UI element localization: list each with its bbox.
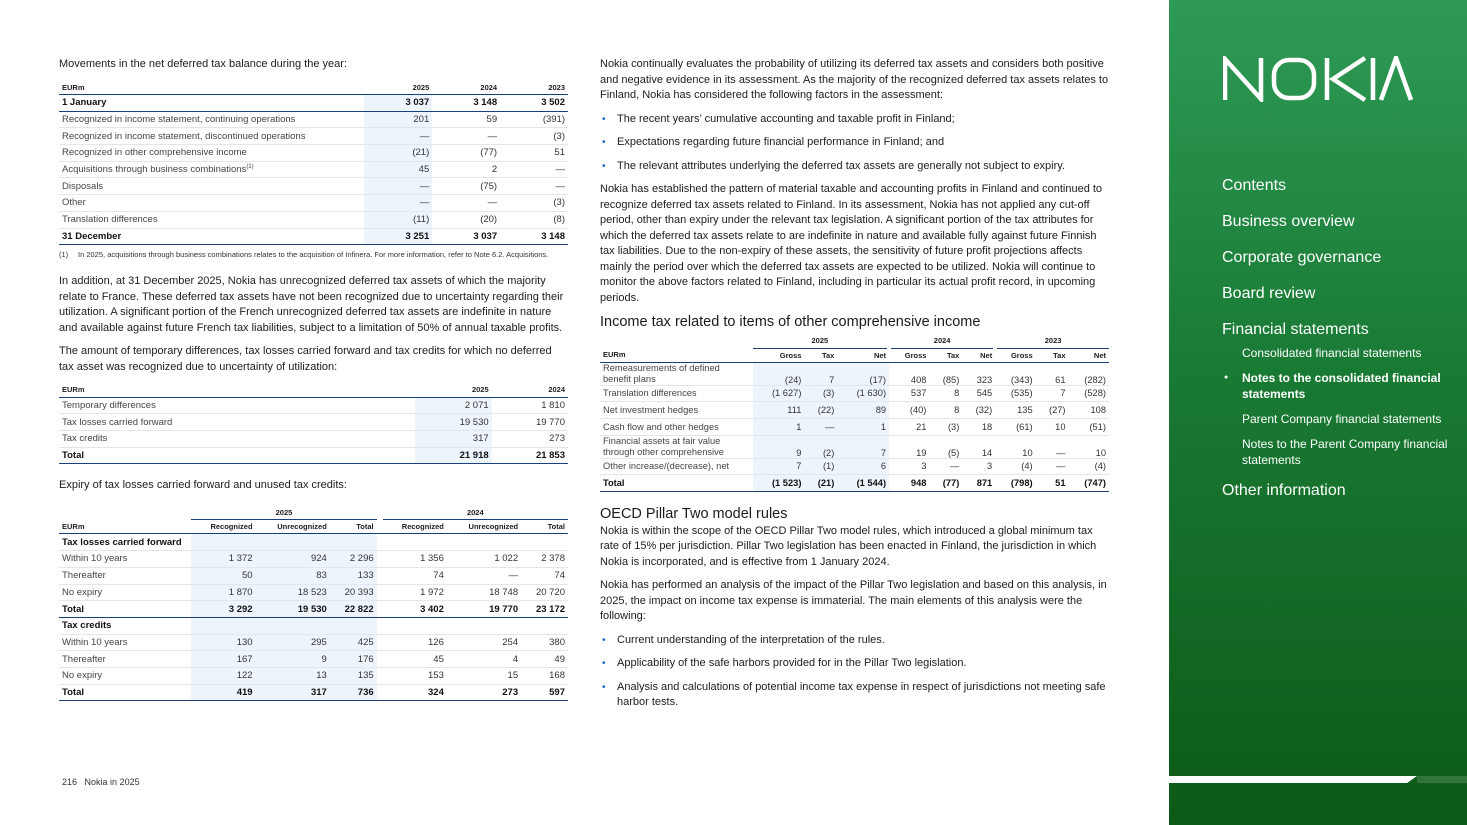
cell: 176 xyxy=(330,651,377,668)
cell: (3) xyxy=(500,195,568,212)
cell: (391) xyxy=(500,111,568,128)
year-header: 2025 xyxy=(191,506,376,520)
bullet-list xyxy=(600,112,1109,175)
list-item: • The recent years’ cumulative accounting and taxable profit in Finland; xyxy=(600,112,1109,128)
nokia-logo xyxy=(1223,56,1413,107)
footnote-ref: (1) xyxy=(246,164,254,171)
col-header: EURm xyxy=(59,520,191,534)
nav-business-overview[interactable]: Business overview xyxy=(1222,213,1355,230)
col-header: Gross xyxy=(995,348,1035,362)
cell: (24) xyxy=(753,362,805,385)
cell: (1 630) xyxy=(837,385,889,402)
cell: 15 xyxy=(447,667,521,684)
cell: (32) xyxy=(962,402,995,419)
cell: (528) xyxy=(1069,385,1109,402)
table-row xyxy=(59,551,568,568)
col-header: Net xyxy=(837,348,889,362)
cell: 108 xyxy=(1069,402,1109,419)
cell: (21) xyxy=(364,145,432,162)
cell: 254 xyxy=(447,634,521,651)
cell: (4) xyxy=(995,458,1035,475)
cell: (77) xyxy=(432,145,500,162)
list-item: • Current understanding of the interpretation of the rules. xyxy=(600,633,1109,649)
cell: (20) xyxy=(432,211,500,228)
row-label: 31 December xyxy=(59,228,364,245)
cell: 10 xyxy=(1069,435,1109,458)
cell: 3 502 xyxy=(500,95,568,112)
middle-column xyxy=(600,57,1109,719)
cell: 7 xyxy=(837,435,889,458)
cell: 8 xyxy=(929,385,962,402)
table-row-total xyxy=(600,475,1109,492)
cell: 1 870 xyxy=(191,584,255,601)
row-label: Total xyxy=(59,601,191,618)
table-row xyxy=(600,418,1109,435)
cell: 7 xyxy=(1036,385,1069,402)
cell: — xyxy=(1036,458,1069,475)
cell: — xyxy=(500,161,568,178)
cell: 21 853 xyxy=(492,447,568,464)
table-row xyxy=(59,128,568,145)
row-label: Other xyxy=(59,195,364,212)
year-header: 2024 xyxy=(383,506,568,520)
cell: (21) xyxy=(804,475,837,492)
cell: 1 356 xyxy=(383,551,447,568)
list-item: • Analysis and calculations of potential income tax expense in respect of jurisdictions not meeting safe harbor tests. xyxy=(600,680,1109,711)
cell: — xyxy=(364,178,432,195)
table-row xyxy=(59,195,568,212)
row-label: Thereafter xyxy=(59,567,191,584)
table-row xyxy=(59,651,568,668)
cell: 736 xyxy=(330,684,377,701)
cell: 135 xyxy=(995,402,1035,419)
sidebar-nav xyxy=(1222,176,1452,517)
cell: 537 xyxy=(889,385,929,402)
cell: 74 xyxy=(383,567,447,584)
cell: 19 530 xyxy=(256,601,330,618)
page-number: 216 xyxy=(62,777,78,787)
table-row xyxy=(59,634,568,651)
row-label: No expiry xyxy=(59,667,191,684)
cell: (1 627) xyxy=(753,385,805,402)
table-row-total xyxy=(59,228,568,245)
cell: (40) xyxy=(889,402,929,419)
cell: 871 xyxy=(962,475,995,492)
cell: 18 xyxy=(962,418,995,435)
col-header: EURm xyxy=(600,348,753,362)
cell: (798) xyxy=(995,475,1035,492)
list-item: • Applicability of the safe harbors provided for in the Pillar Two legislation. xyxy=(600,656,1109,672)
section-label: Tax credits xyxy=(59,617,191,634)
cell: 23 172 xyxy=(521,601,568,618)
col-header: 2025 xyxy=(364,81,432,95)
table-row xyxy=(59,397,568,414)
col-header: Net xyxy=(962,348,995,362)
row-label xyxy=(59,161,364,178)
cell: 323 xyxy=(962,362,995,385)
list-item: • The relevant attributes underlying the deferred tax assets are generally not subject to expiry. xyxy=(600,159,1109,175)
cell: 3 037 xyxy=(432,228,500,245)
row-label: 1 January xyxy=(59,95,364,112)
table-row xyxy=(59,145,568,162)
col-header: EURm xyxy=(59,383,415,397)
cell: 2 xyxy=(432,161,500,178)
cell: 924 xyxy=(256,551,330,568)
cell: — xyxy=(432,128,500,145)
cell: 1 972 xyxy=(383,584,447,601)
cell: 10 xyxy=(995,435,1035,458)
col-header: Recognized xyxy=(383,520,447,534)
cell: (1 544) xyxy=(837,475,889,492)
footnote-text: In 2025, acquisitions through business combinations relates to the acquisition of Infinera. For more information, refer to Note 6.2. Acquisitions. xyxy=(78,250,549,260)
cell: 19 770 xyxy=(492,414,568,431)
cell: (77) xyxy=(929,475,962,492)
nav-board-review[interactable]: Board review xyxy=(1222,285,1316,302)
row-label: Recognized in income statement, discontinued operations xyxy=(59,128,364,145)
row-label: Total xyxy=(59,447,415,464)
row-label: Tax credits xyxy=(59,431,415,448)
cell: 111 xyxy=(753,402,805,419)
cell: 1 xyxy=(837,418,889,435)
year-header: 2025 xyxy=(753,334,889,348)
cell: 3 037 xyxy=(364,95,432,112)
cell: 3 402 xyxy=(383,601,447,618)
paragraph: Nokia continually evaluates the probability of utilizing its deferred tax assets and considers both positive and negative evidence in its assessment. As the majority of the recognized deferred tax assets relates to Finland, Nokia has considered the following factors in the assessment: xyxy=(600,58,1109,101)
cell: 1 xyxy=(753,418,805,435)
table-row-total xyxy=(59,447,568,464)
cell: — xyxy=(929,458,962,475)
cell: 380 xyxy=(521,634,568,651)
footnote xyxy=(59,250,568,259)
nav-other-information[interactable]: Other information xyxy=(1222,482,1346,499)
cell: (747) xyxy=(1069,475,1109,492)
cell: (61) xyxy=(995,418,1035,435)
cell: 295 xyxy=(256,634,330,651)
cell: 273 xyxy=(492,431,568,448)
cell: 20 393 xyxy=(330,584,377,601)
sidebar xyxy=(1169,0,1467,825)
expiry-table xyxy=(59,506,568,701)
table-row xyxy=(600,385,1109,402)
cell: (535) xyxy=(995,385,1035,402)
oci-table xyxy=(600,334,1109,492)
cell: — xyxy=(500,178,568,195)
nav-notes-parent-company-fs[interactable]: Notes to the Parent Company financial statements xyxy=(1242,437,1448,467)
cell: 133 xyxy=(330,567,377,584)
cell: 4 xyxy=(447,651,521,668)
row-label: Within 10 years xyxy=(59,551,191,568)
cell: 51 xyxy=(500,145,568,162)
footnote-mark: (1) xyxy=(59,250,69,260)
row-label: Recognized in other comprehensive income xyxy=(59,145,364,162)
cell: 3 148 xyxy=(432,95,500,112)
cell: 3 xyxy=(962,458,995,475)
row-label: Other increase/(decrease), net xyxy=(600,458,753,475)
section-heading: OECD Pillar Two model rules xyxy=(600,505,788,522)
table-row xyxy=(59,95,568,112)
table-row-total xyxy=(59,684,568,701)
cell: (2) xyxy=(804,435,837,458)
cell: 10 xyxy=(1036,418,1069,435)
cell: 83 xyxy=(256,567,330,584)
cell: (8) xyxy=(500,211,568,228)
cell: 3 292 xyxy=(191,601,255,618)
cell: — xyxy=(804,418,837,435)
cell: — xyxy=(1036,435,1069,458)
row-label: Net investment hedges xyxy=(600,402,753,419)
cell: 7 xyxy=(753,458,805,475)
cell: 89 xyxy=(837,402,889,419)
cell: 13 xyxy=(256,667,330,684)
table-row xyxy=(600,362,1109,385)
cell: 2 378 xyxy=(521,551,568,568)
col-header: EURm xyxy=(59,81,364,95)
row-label: Total xyxy=(600,475,753,492)
table-row xyxy=(59,584,568,601)
cell: 317 xyxy=(256,684,330,701)
cell: 14 xyxy=(962,435,995,458)
cell: 324 xyxy=(383,684,447,701)
table-row xyxy=(59,667,568,684)
table-row xyxy=(59,111,568,128)
bullet-list xyxy=(600,633,1109,711)
cell: (22) xyxy=(804,402,837,419)
cell: 18 748 xyxy=(447,584,521,601)
row-label: Translation differences xyxy=(59,211,364,228)
progress-track xyxy=(1417,776,1467,783)
cell: 3 148 xyxy=(500,228,568,245)
cell: 18 523 xyxy=(256,584,330,601)
year-header: 2024 xyxy=(889,334,995,348)
cell: 122 xyxy=(191,667,255,684)
cell: (282) xyxy=(1069,362,1109,385)
cell: (51) xyxy=(1069,418,1109,435)
cell: 408 xyxy=(889,362,929,385)
cell: 61 xyxy=(1036,362,1069,385)
cell: 21 918 xyxy=(415,447,491,464)
col-header: 2024 xyxy=(432,81,500,95)
progress-line xyxy=(1169,776,1417,783)
expiry-intro: Expiry of tax losses carried forward and unused tax credits: xyxy=(59,479,347,492)
paragraph: Nokia is within the scope of the OECD Pillar Two model rules, which introduced a global minimum tax rate of 15% per jurisdiction. Pillar Two legislation has been enacted in Finland, the jurisdiction in which Nokia is incorporated, and is effective from 1 January 2024. xyxy=(600,524,1097,568)
col-header: Unrecognized xyxy=(447,520,521,534)
movements-intro: Movements in the net deferred tax balance during the year: xyxy=(59,58,348,70)
col-header: Recognized xyxy=(191,520,255,534)
cell: — xyxy=(447,567,521,584)
cell: 273 xyxy=(447,684,521,701)
cell: 126 xyxy=(383,634,447,651)
col-header: 2025 xyxy=(415,383,491,397)
cell: 20 720 xyxy=(521,584,568,601)
col-header: Tax xyxy=(1036,348,1069,362)
table-row-total xyxy=(59,601,568,618)
col-header: Gross xyxy=(889,348,929,362)
cell: 201 xyxy=(364,111,432,128)
table-row xyxy=(600,458,1109,475)
cell: 9 xyxy=(256,651,330,668)
row-label: No expiry xyxy=(59,584,191,601)
cell: 419 xyxy=(191,684,255,701)
cell: 425 xyxy=(330,634,377,651)
table-row xyxy=(59,178,568,195)
paragraph: The amount of temporary differences, tax losses carried forward and tax credits for which no deferred tax asset was recognized due to uncertainty of utilization: xyxy=(59,345,552,373)
spacer xyxy=(600,334,753,348)
cell: 1 372 xyxy=(191,551,255,568)
row-label: Thereafter xyxy=(59,651,191,668)
cell: 948 xyxy=(889,475,929,492)
cell: (17) xyxy=(837,362,889,385)
table-row xyxy=(59,211,568,228)
cell: (85) xyxy=(929,362,962,385)
paragraph: In addition, at 31 December 2025, Nokia has unrecognized deferred tax assets of which the majority relate to France. These deferred tax assets have not been recognized due to uncertainty regarding their utilization. A significant portion of the French unrecognized deferred tax assets are indefinite in nature and available against future French tax liabilities, subject to a limitation of 50% of annual taxable profits. xyxy=(59,275,564,334)
cell: 130 xyxy=(191,634,255,651)
movements-table xyxy=(59,81,568,246)
col-header: Total xyxy=(330,520,377,534)
col-header: 2024 xyxy=(492,383,568,397)
cell: 49 xyxy=(521,651,568,668)
cell: 3 xyxy=(889,458,929,475)
table-row xyxy=(59,414,568,431)
cell: (1 523) xyxy=(753,475,805,492)
col-header: Tax xyxy=(804,348,837,362)
nav-parent-company-fs[interactable]: Parent Company financial statements xyxy=(1242,412,1442,426)
paragraph: Nokia has established the pattern of material taxable and accounting profits in Finland and continued to recognize deferred tax assets related to Finland. In its assessment, Nokia has not applied any cut-off period, other than expiry under the relevant tax legislation. A significant portion of the tax attributes for which the deferred tax assets relate to are indefinite in nature and available fully against future Finnish tax liabilities. Due to the non-expiry of these assets, the sensitivity of future profit projections affects mainly the period over which the deferred tax assets are expected to be utilized. Nokia will continue to monitor the above factors related to Finland, including in particular its actual profit record, in upcoming periods. xyxy=(600,183,1103,304)
cell: 597 xyxy=(521,684,568,701)
cell: — xyxy=(364,128,432,145)
cell: (4) xyxy=(1069,458,1109,475)
cell: (343) xyxy=(995,362,1035,385)
table-row xyxy=(59,161,568,178)
cell: 3 251 xyxy=(364,228,432,245)
cell: 51 xyxy=(1036,475,1069,492)
cell: 45 xyxy=(383,651,447,668)
col-header: Total xyxy=(521,520,568,534)
nav-corporate-governance[interactable]: Corporate governance xyxy=(1222,249,1382,266)
nav-sublist xyxy=(1222,345,1452,468)
row-label: Translation differences xyxy=(600,385,753,402)
row-label: Cash flow and other hedges xyxy=(600,418,753,435)
cell: (75) xyxy=(432,178,500,195)
cell: (3) xyxy=(500,128,568,145)
col-header: Gross xyxy=(753,348,805,362)
page-footer xyxy=(62,777,140,787)
year-header: 2023 xyxy=(995,334,1109,348)
cell: 1 022 xyxy=(447,551,521,568)
row-label: Within 10 years xyxy=(59,634,191,651)
doc-title: Nokia in 2025 xyxy=(84,777,140,787)
cell: 135 xyxy=(330,667,377,684)
row-label: Recognized in income statement, continuing operations xyxy=(59,111,364,128)
col-header: Tax xyxy=(929,348,962,362)
table-row xyxy=(600,435,1109,458)
list-item: • Expectations regarding future financial performance in Finland; and xyxy=(600,135,1109,151)
paragraph: Nokia has performed an analysis of the impact of the Pillar Two legislation and based on this analysis, in 2025, the impact on income tax expense is immaterial. The main elements of this analysis were the following: xyxy=(600,579,1107,623)
cell: — xyxy=(432,195,500,212)
unrecognized-table xyxy=(59,383,568,464)
cell: 2 296 xyxy=(330,551,377,568)
cell: 153 xyxy=(383,667,447,684)
cell: 50 xyxy=(191,567,255,584)
cell: 19 530 xyxy=(415,414,491,431)
row-label: Disposals xyxy=(59,178,364,195)
section-row xyxy=(59,534,568,551)
col-header: 2023 xyxy=(500,81,568,95)
cell: 1 810 xyxy=(492,397,568,414)
cell: (3) xyxy=(929,418,962,435)
row-label: Tax losses carried forward xyxy=(59,414,415,431)
col-header: Unrecognized xyxy=(256,520,330,534)
cell: (1) xyxy=(804,458,837,475)
cell: 2 071 xyxy=(415,397,491,414)
table-row xyxy=(600,402,1109,419)
cell: 19 770 xyxy=(447,601,521,618)
section-row xyxy=(59,617,568,634)
table-row xyxy=(59,567,568,584)
cell: 59 xyxy=(432,111,500,128)
nav-contents[interactable]: Contents xyxy=(1222,177,1287,194)
row-label: Temporary differences xyxy=(59,397,415,414)
section-label: Tax losses carried forward xyxy=(59,534,191,551)
cell: 45 xyxy=(364,161,432,178)
cell: 168 xyxy=(521,667,568,684)
cell: 167 xyxy=(191,651,255,668)
cell: (27) xyxy=(1036,402,1069,419)
row-label-text: Acquisitions through business combinations xyxy=(62,164,247,176)
cell: 6 xyxy=(837,458,889,475)
section-heading: Income tax related to items of other comprehensive income xyxy=(600,314,981,330)
cell: 7 xyxy=(804,362,837,385)
cell: 8 xyxy=(929,402,962,419)
col-header: Net xyxy=(1069,348,1109,362)
nav-consolidated-fs[interactable]: Consolidated financial statements xyxy=(1242,346,1422,360)
row-label: Financial assets at fair value through other comprehensive xyxy=(600,435,753,458)
nav-financial-statements[interactable]: Financial statements xyxy=(1222,321,1369,338)
cell: (11) xyxy=(364,211,432,228)
table-row xyxy=(59,431,568,448)
cell: 545 xyxy=(962,385,995,402)
cell: 19 xyxy=(889,435,929,458)
cell: 9 xyxy=(753,435,805,458)
cell: (3) xyxy=(804,385,837,402)
cell: 317 xyxy=(415,431,491,448)
cell: 22 822 xyxy=(330,601,377,618)
row-label: Total xyxy=(59,684,191,701)
cell: — xyxy=(364,195,432,212)
left-column xyxy=(59,57,568,701)
nav-notes-consolidated-fs[interactable]: ● Notes to the consolidated financial statements xyxy=(1242,370,1452,402)
spacer xyxy=(59,506,191,520)
cell: (5) xyxy=(929,435,962,458)
row-label: Remeasurements of defined benefit plans xyxy=(600,362,753,385)
cell: 74 xyxy=(521,567,568,584)
cell: 21 xyxy=(889,418,929,435)
